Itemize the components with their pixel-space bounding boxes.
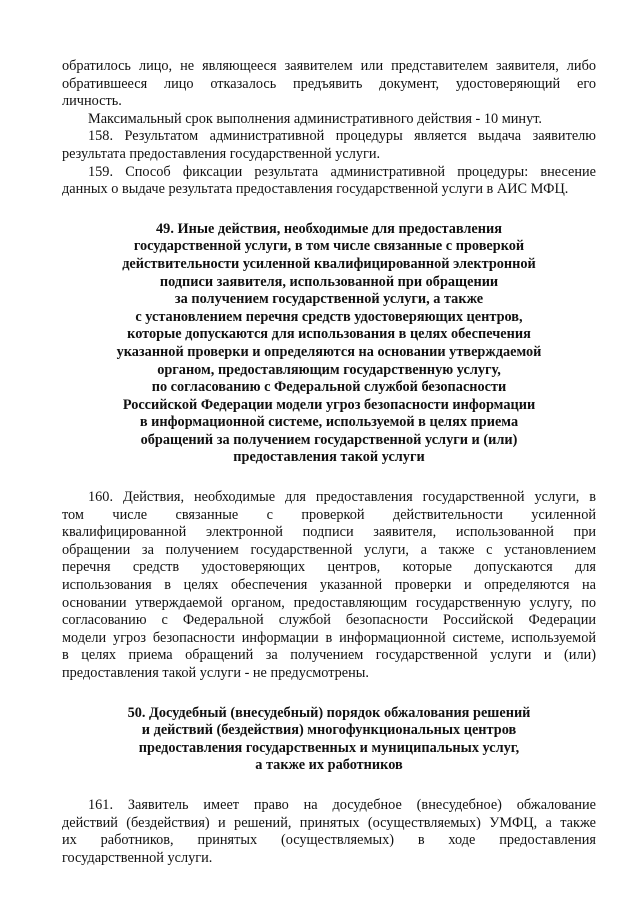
text-line: использования в целях обеспечения указанной проверки и определяются на bbox=[62, 577, 596, 594]
text-line: в целях приема обращений за получением государственной услуги и (или) bbox=[62, 647, 596, 664]
heading-line: в информационной системе, используемой в целях приема bbox=[139, 414, 519, 431]
section-50-heading bbox=[62, 705, 596, 775]
text-line: данных о выдаче результата предоставления государственной услуги в АИС МФЦ. bbox=[62, 181, 569, 198]
text-line: обратилось лицо, не являющееся заявителем или представителем заявителя, либо bbox=[62, 58, 596, 74]
heading-line: предоставления такой услуги bbox=[233, 449, 425, 466]
paragraph-160 bbox=[62, 489, 596, 683]
text-line: том числе связанные с проверкой действительности усиленной bbox=[62, 506, 596, 523]
text-line: предоставления такой услуги - не предусмотрены. bbox=[62, 665, 369, 681]
text-line: личность. bbox=[62, 93, 122, 110]
text-line: 160. Действия, необходимые для предоставления государственной услуги, в bbox=[88, 489, 596, 506]
text-line: 161. Заявитель имеет право на досудебное (внесудебное) обжалование bbox=[88, 796, 596, 813]
text-line: основании утверждаемой органом, предоставляющим государственную услугу, по bbox=[62, 594, 596, 611]
heading-line: действительности усиленной квалифицированной электронной bbox=[122, 255, 536, 272]
heading-line: 49. Иные действия, необходимые для предоставления bbox=[156, 220, 502, 237]
heading-line: с установлением перечня средств удостоверяющих центров, bbox=[135, 308, 523, 325]
text-line: их работников, принятых (осуществляемых) в ходе предоставления bbox=[62, 832, 596, 849]
text-line: Максимальный срок выполнения административного действия - 10 минут. bbox=[88, 110, 542, 127]
text-line: результата предоставления государственной услуги. bbox=[62, 145, 381, 162]
text-line: 158. Результатом административной процедуры является выдача заявителю bbox=[88, 128, 596, 145]
text-line: 159. Способ фиксации результата административной процедуры: внесение bbox=[88, 163, 596, 180]
text-line: квалифицированной электронной подписи заявителя, использованной при bbox=[62, 524, 596, 541]
heading-line: 50. Досудебный (внесудебный) порядок обжалования решений bbox=[127, 704, 531, 721]
paragraph-158 bbox=[62, 128, 596, 163]
paragraph-max-time bbox=[62, 111, 596, 129]
heading-line: органом, предоставляющим государственную услугу, bbox=[157, 361, 501, 378]
section-49-heading bbox=[62, 221, 596, 467]
text-line: перечня средств удостоверяющих центров, которые допускаются для bbox=[62, 559, 596, 576]
heading-line: а также их работников bbox=[255, 757, 403, 774]
text-line: действий (бездействия) и решений, принятых (осуществляемых) УМФЦ, а также bbox=[62, 814, 596, 831]
text-line: обратившееся лицо отказалось предъявить документ, удостоверяющий его bbox=[62, 75, 596, 92]
heading-line: и действий (бездействия) многофункциональных центров bbox=[141, 722, 517, 739]
text-line: модели угроз безопасности информации в информационной системе, используемой bbox=[62, 629, 596, 646]
heading-line: которые допускаются для использования в целях обеспечения bbox=[127, 326, 531, 343]
text-line: государственной услуги. bbox=[62, 849, 213, 866]
text-line: согласованию с Федеральной службой безопасности Российской Федерации bbox=[62, 612, 596, 629]
heading-line: обращений за получением государственной услуги и (или) bbox=[140, 431, 518, 448]
paragraph-159 bbox=[62, 164, 596, 199]
text-line: обращении за получением государственной услуги, а также с установлением bbox=[62, 541, 596, 558]
heading-line: за получением государственной услуги, а также bbox=[174, 291, 484, 308]
heading-line: предоставления государственных и муниципальных услуг, bbox=[138, 739, 520, 756]
paragraph-161 bbox=[62, 797, 596, 867]
heading-line: подписи заявителя, использованной при обращении bbox=[159, 273, 499, 290]
heading-line: Российской Федерации модели угроз безопасности информации bbox=[122, 396, 536, 413]
heading-line: указанной проверки и определяются на основании утверждаемой bbox=[116, 343, 542, 360]
heading-line: государственной услуги, в том числе связанные с проверкой bbox=[133, 238, 525, 255]
paragraph-continuation bbox=[62, 58, 596, 111]
heading-line: по согласованию с Федеральной службой безопасности bbox=[151, 379, 507, 396]
